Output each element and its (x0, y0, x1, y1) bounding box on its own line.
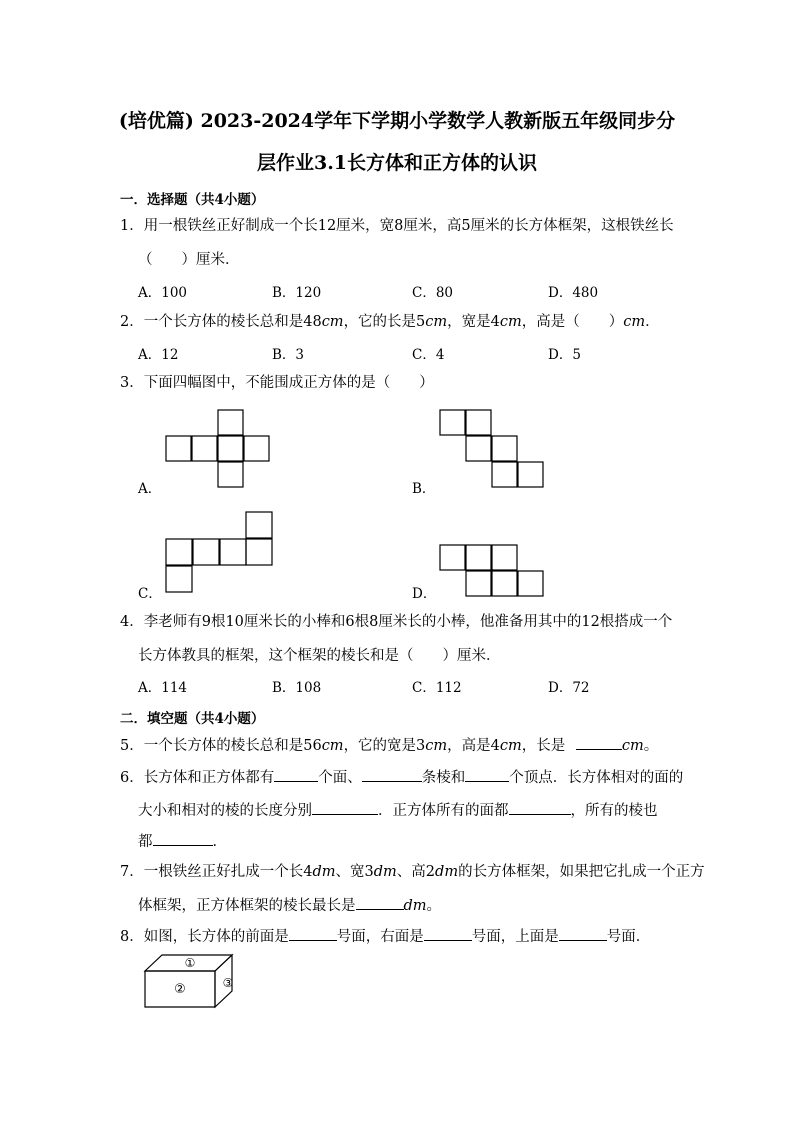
q5-text-5: 。 (643, 738, 659, 754)
q2-option-a[interactable]: A．12 (138, 347, 179, 363)
q4-option-a[interactable]: A．114 (138, 680, 188, 696)
question-4-line2: 长方体教具的框架，这个框架的棱长和是（ ）厘米． (138, 648, 501, 664)
q6-blank-edges[interactable] (362, 767, 422, 782)
question-6-line3 (138, 830, 227, 851)
q6-text: 条棱和 (421, 770, 466, 786)
cube-net-d (436, 540, 546, 598)
q6-blank-faces[interactable] (274, 767, 318, 782)
unit-dm: dm (435, 864, 459, 880)
question-5 (120, 735, 658, 756)
q8-blank-top[interactable] (559, 926, 607, 941)
unit-cm: cm (321, 738, 344, 754)
question-number: 3． (120, 375, 144, 391)
q8-blank-right[interactable] (424, 926, 472, 941)
q6-blank-opposite[interactable] (312, 800, 378, 815)
face-label-top: ① (184, 956, 196, 970)
q2-text-4: ，高是（ ） (521, 314, 624, 330)
q3-label-a[interactable]: A． (138, 481, 162, 497)
q8-text: 号面． (606, 929, 651, 945)
q7-text: 体框架，正方体框架的棱长最长是 (138, 898, 356, 914)
question-1-line1 (120, 216, 674, 236)
q2-text-2: ，它的长是5 (343, 314, 426, 330)
q8-text: 号面，上面是 (471, 929, 559, 945)
unit-cm: cm (425, 738, 448, 754)
unit-cm: cm (499, 738, 522, 754)
question-number: 6． (120, 770, 144, 786)
cube-net-a (160, 405, 276, 491)
page-title-line1: (培优篇) 2023-2024学年下学期小学数学人教新版五年级同步分 (118, 110, 676, 132)
question-2 (120, 312, 660, 332)
q1-option-c[interactable]: C．80 (412, 285, 454, 301)
q2-option-c[interactable]: C．4 (412, 347, 445, 363)
cube-net-c (160, 507, 278, 597)
q7-text: 。 (426, 898, 442, 914)
question-6-line1 (120, 767, 683, 788)
face-label-front: ② (174, 982, 186, 997)
question-text: 用一根铁丝正好制成一个长12厘米，宽8厘米，高5厘米的长方体框架，这根铁丝长 (143, 218, 674, 234)
q6-blank-cube-edges[interactable] (153, 831, 213, 846)
q7-text: 一根铁丝正好扎成一个长4 (143, 864, 313, 880)
question-4-line1 (120, 612, 672, 632)
question-number: 8． (120, 929, 144, 945)
q5-text-4: ，长是 (521, 738, 566, 754)
question-number: 2． (120, 314, 144, 330)
q5-answer-blank[interactable] (576, 735, 622, 750)
unit-cm: cm (321, 314, 344, 330)
q6-text: 大小和相对的棱的长度分别 (138, 803, 312, 819)
q3-label-d[interactable]: D． (412, 586, 437, 602)
q6-text: 长方体和正方体都有 (143, 770, 275, 786)
q1-option-a[interactable]: A．100 (138, 285, 188, 301)
unit-cm: cm (623, 314, 646, 330)
section-heading-choice: 一．选择题（共4小题） (120, 192, 265, 208)
question-number: 7． (120, 864, 144, 880)
q4-option-c[interactable]: C．112 (412, 680, 462, 696)
q8-text: 如图，长方体的前面是 (143, 929, 289, 945)
q6-text: ．正方体所有的面都 (378, 803, 509, 819)
question-7-line2 (138, 894, 441, 915)
unit-dm: dm (312, 864, 336, 880)
question-3 (120, 373, 434, 393)
q3-label-b[interactable]: B． (412, 481, 436, 497)
face-label-right: ③ (222, 976, 234, 990)
q6-blank-cube-faces[interactable] (509, 800, 571, 815)
q6-text: ，所有的棱也 (570, 803, 658, 819)
question-6-line2 (138, 799, 658, 820)
question-1-line2: （ ）厘米． (138, 252, 240, 268)
question-number: 4． (120, 614, 144, 630)
q4-option-d[interactable]: D．72 (548, 680, 590, 696)
question-text: 下面四幅图中，不能围成正方体的是（ ） (143, 375, 434, 391)
q1-option-b[interactable]: B．120 (272, 285, 322, 301)
page-title-line2: 层作业3.1长方体和正方体的认识 (256, 152, 538, 174)
section-heading-fill: 二．填空题（共4小题） (120, 711, 265, 727)
q8-blank-front[interactable] (289, 926, 337, 941)
q6-text: 都 (138, 834, 153, 850)
q3-label-c[interactable]: C． (138, 586, 162, 602)
question-number: 1． (120, 218, 144, 234)
q6-blank-vertices[interactable] (465, 767, 509, 782)
q2-option-d[interactable]: D．5 (548, 347, 581, 363)
unit-dm: dm (373, 864, 397, 880)
question-7-line1 (120, 862, 705, 882)
unit-cm: cm (499, 314, 522, 330)
q7-text: 、高2 (396, 864, 436, 880)
q6-text: ． (212, 834, 227, 850)
q7-text: 、宽3 (335, 864, 374, 880)
question-text: 李老师有9根10厘米长的小棒和6根8厘米长的小棒，他准备用其中的12根搭成一个 (143, 614, 673, 630)
q2-text-5: ． (645, 314, 660, 330)
q7-text: 的长方体框架，如果把它扎成一个正方 (458, 864, 705, 880)
q1-option-d[interactable]: D．480 (548, 285, 599, 301)
cube-net-b (436, 405, 550, 491)
q5-text-3: ，高是4 (447, 738, 500, 754)
q8-text: 号面，右面是 (336, 929, 424, 945)
cuboid-figure (140, 950, 244, 1012)
unit-dm: dm (403, 898, 427, 914)
unit-cm: cm (425, 314, 448, 330)
question-number: 5． (120, 738, 144, 754)
q2-text-1: 一个长方体的棱长总和是48 (143, 314, 322, 330)
q4-option-b[interactable]: B．108 (272, 680, 322, 696)
question-8 (120, 926, 650, 947)
q6-text: 个面、 (318, 770, 362, 786)
q6-text: 个顶点．长方体相对的面的 (509, 770, 684, 786)
q5-text-2: ，它的宽是3 (343, 738, 426, 754)
q7-answer-blank[interactable] (356, 895, 404, 910)
q2-option-b[interactable]: B．3 (272, 347, 305, 363)
unit-cm: cm (621, 738, 644, 754)
q5-text-1: 一个长方体的棱长总和是56 (143, 738, 322, 754)
q2-text-3: ，宽是4 (447, 314, 500, 330)
